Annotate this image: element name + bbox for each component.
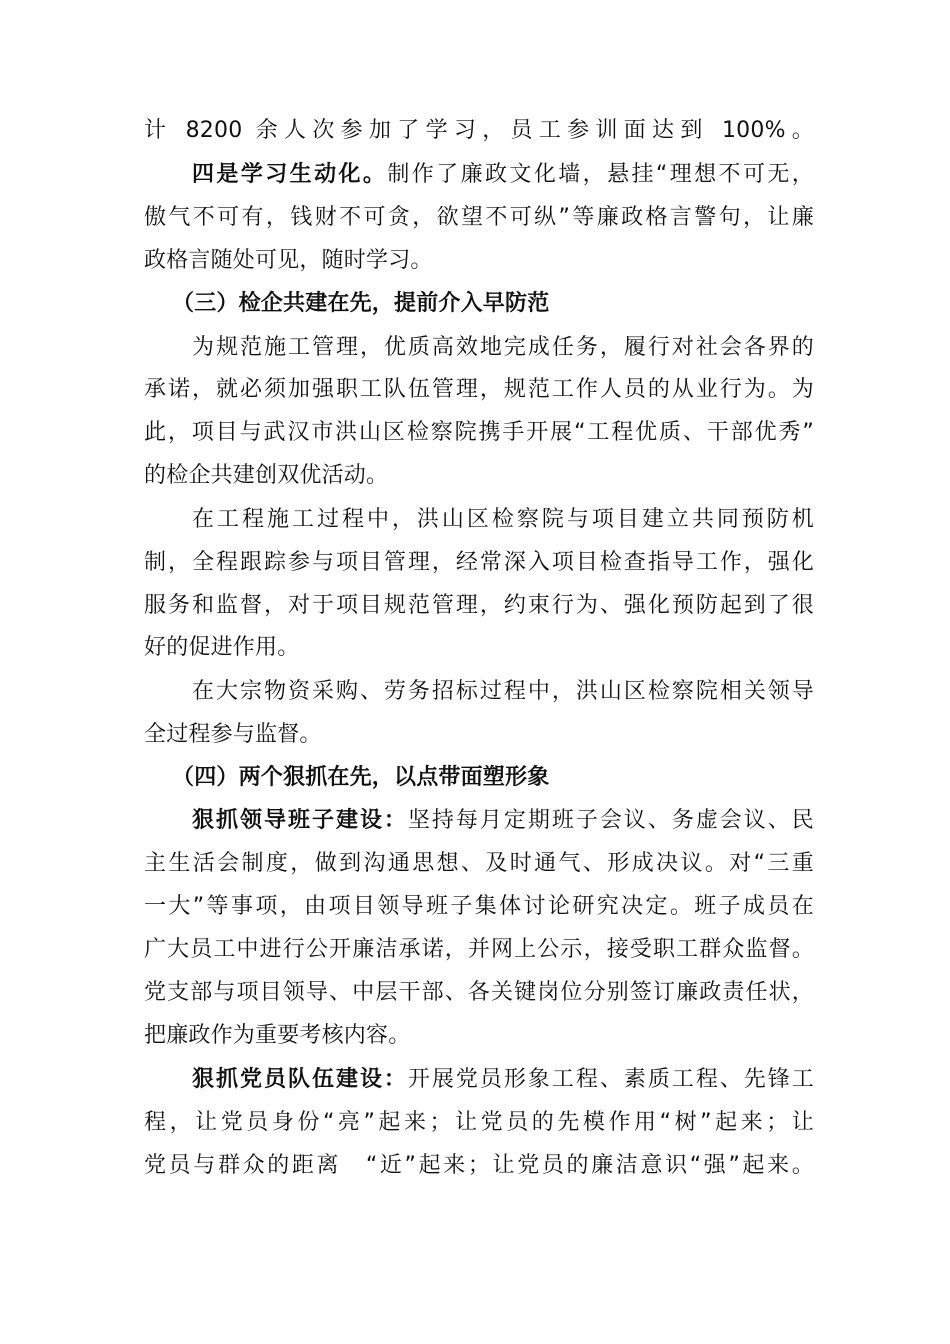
line-text: 主生活会制度，做到沟通思想、及时通气、形成决议。对“三重 (144, 851, 814, 876)
bold-lead: 四是学习生动化。 (192, 162, 388, 187)
line-text: 开展党员形象工程、素质工程、先锋工 (407, 1067, 814, 1092)
bold-lead: 狠抓党员队伍建设： (192, 1067, 408, 1092)
line-text: 服务和监督，对于项目规范管理，约束行为、强化预防起到了很 (144, 593, 814, 618)
line-text: 政格言随处可见，随时学习。 (144, 248, 433, 273)
line-text: 党支部与项目领导、中层干部、各关键岗位分别签订廉政责任状， (144, 980, 814, 1005)
paragraph-line (192, 677, 814, 707)
paragraph-line (144, 418, 814, 448)
paragraph-line (192, 806, 814, 836)
bold-lead: 狠抓领导班子建设： (192, 808, 408, 833)
paragraph-line (144, 892, 814, 922)
section-heading (172, 289, 842, 319)
line-text: 制作了廉政文化墙，悬挂“理想不可无， (387, 162, 814, 187)
paragraph-line (144, 246, 814, 276)
line-text: 计 8200 余人次参加了学习，员工参训面达到 100%。 (144, 118, 814, 143)
paragraph-line (192, 333, 814, 363)
line-text: 把廉政作为重要考核内容。 (144, 1023, 411, 1048)
paragraph-line (144, 116, 814, 146)
line-text: 全过程参与监督。 (144, 722, 322, 747)
line-text: 程，让党员身份“亮”起来；让党员的先模作用“树”起来；让 (144, 1110, 814, 1135)
paragraph-line (144, 978, 814, 1008)
line-text: 广大员工中进行公开廉洁承诺，并网上公示，接受职工群众监督。 (144, 937, 814, 962)
paragraph-line (144, 548, 814, 578)
line-text: 此，项目与武汉市洪山区检察院携手开展“工程优质、干部优秀” (144, 420, 814, 445)
paragraph-line (144, 1108, 814, 1138)
section-heading (172, 763, 842, 793)
line-text: 好的促进作用。 (144, 635, 300, 660)
line-text: 制，全程跟踪参与项目管理，经常深入项目检查指导工作，强化 (144, 550, 814, 575)
paragraph-line (192, 1065, 814, 1095)
paragraph-line (144, 720, 814, 750)
paragraph-line (144, 849, 814, 879)
paragraph-line (144, 1021, 814, 1051)
line-text: 为规范施工管理，优质高效地完成任务，履行对社会各界的 (192, 335, 814, 360)
paragraph-line (144, 203, 814, 233)
heading-text: （四）两个狠抓在先，以点带面塑形象 (172, 765, 550, 790)
paragraph-line (144, 1151, 814, 1181)
paragraph-line (192, 505, 814, 535)
line-text: 在工程施工过程中，洪山区检察院与项目建立共同预防机 (192, 507, 814, 532)
line-text: 在大宗物资采购、劳务招标过程中，洪山区检察院相关领导 (192, 679, 814, 704)
paragraph-line (144, 461, 814, 491)
line-text: 党员与群众的距离 “近”起来；让党员的廉洁意识“强”起来。 (144, 1153, 814, 1178)
paragraph-line (144, 591, 814, 621)
line-text: 一大”等事项，由项目领导班子集体讨论研究决定。班子成员在 (144, 894, 814, 919)
paragraph-line (144, 375, 814, 405)
paragraph-line (144, 633, 814, 663)
heading-text: （三）检企共建在先，提前介入早防范 (172, 291, 550, 316)
line-text: 承诺，就必须加强职工队伍管理，规范工作人员的从业行为。为 (144, 377, 814, 402)
paragraph-line (144, 935, 814, 965)
line-text: 坚持每月定期班子会议、务虚会议、民 (407, 808, 814, 833)
paragraph-line (192, 160, 814, 190)
line-text: 傲气不可有，钱财不可贪，欲望不可纵”等廉政格言警句，让廉 (144, 205, 814, 230)
line-text: 的检企共建创双优活动。 (144, 463, 389, 488)
